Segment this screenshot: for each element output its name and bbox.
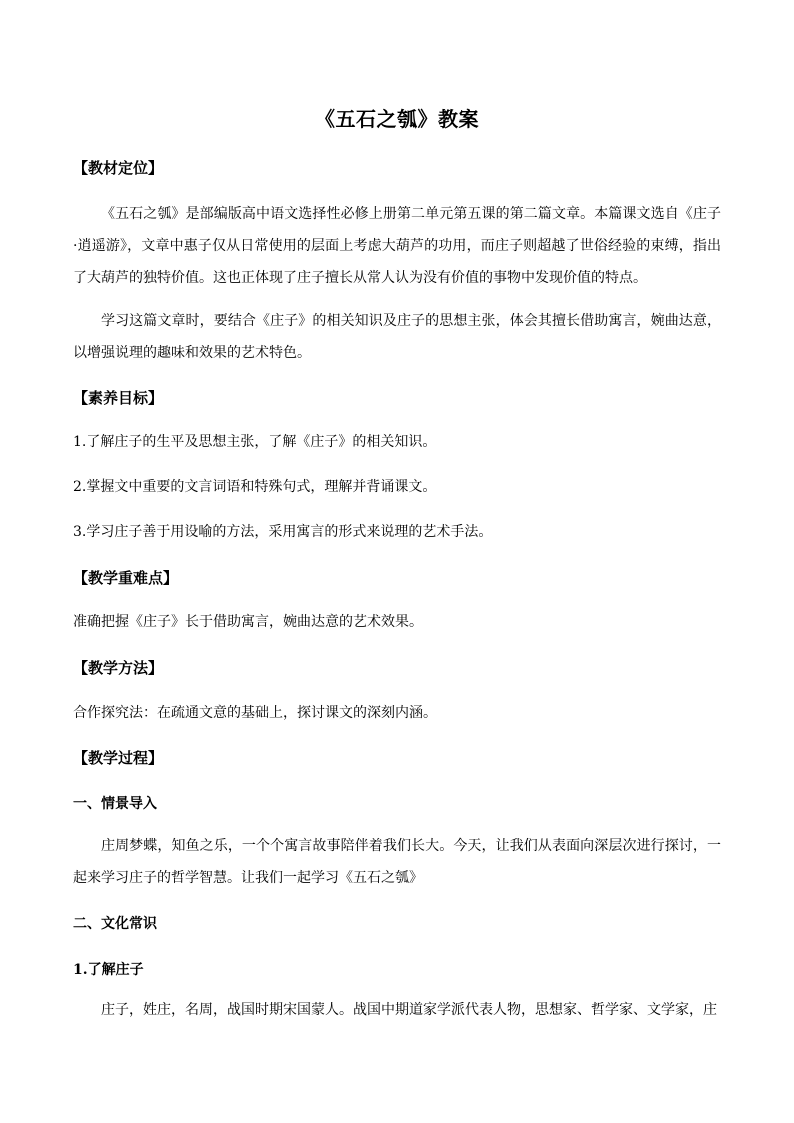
goal-item-3: 3.学习庄子善于用设喻的方法，采用寓言的形式来说理的艺术手法。 xyxy=(73,524,493,540)
goal-item-2: 2.掌握文中重要的文言词语和特殊句式，理解并背诵课文。 xyxy=(73,479,437,495)
subheading-about-zhuangzi: 1.了解庄子 xyxy=(73,962,144,978)
heading-goals: 【素养目标】 xyxy=(73,389,164,407)
heading-positioning: 【教材定位】 xyxy=(73,159,164,177)
subheading-intro: 一、情景导入 xyxy=(73,796,157,812)
method-text: 合作探究法：在疏通文意的基础上，探讨课文的深刻内涵。 xyxy=(73,705,437,721)
keypoints-text: 准确把握《庄子》长于借助寓言，婉曲达意的艺术效果。 xyxy=(73,614,423,630)
positioning-paragraph-1: 《五石之瓠》是部编版高中语文选择性必修上册第二单元第五课的第二篇文章。本篇课文选自《庄子·逍遥游》，文章中惠子仅从日常使用的层面上考虑大葫芦的功用，而庄子则超越了世俗经验的束缚，指出了大葫芦的独特价值。这也正体现了庄子擅长从常人认为没有价值的事物中发现价值的特点。 xyxy=(73,206,721,286)
zhuangzi-paragraph: 庄子，姓庄，名周，战国时期宋国蒙人。战国中期道家学派代表人物，思想家、哲学家、文学家，庄 xyxy=(101,1002,717,1018)
heading-process: 【教学过程】 xyxy=(73,749,164,767)
positioning-paragraph-2: 学习这篇文章时，要结合《庄子》的相关知识及庄子的思想主张，体会其擅长借助寓言，婉曲达意，以增强说理的趣味和效果的艺术特色。 xyxy=(73,313,721,361)
goal-item-1: 1.了解庄子的生平及思想主张，了解《庄子》的相关知识。 xyxy=(73,434,437,450)
document-title: 《五石之瓠》教案 xyxy=(315,107,479,131)
intro-paragraph: 庄周梦蝶，知鱼之乐，一个个寓言故事陪伴着我们长大。今天，让我们从表面向深层次进行探讨，一起来学习庄子的哲学智慧。让我们一起学习《五石之瓠》 xyxy=(73,838,721,886)
subheading-culture: 二、文化常识 xyxy=(73,916,157,932)
heading-method: 【教学方法】 xyxy=(73,659,164,677)
heading-keypoints: 【教学重难点】 xyxy=(73,569,179,587)
